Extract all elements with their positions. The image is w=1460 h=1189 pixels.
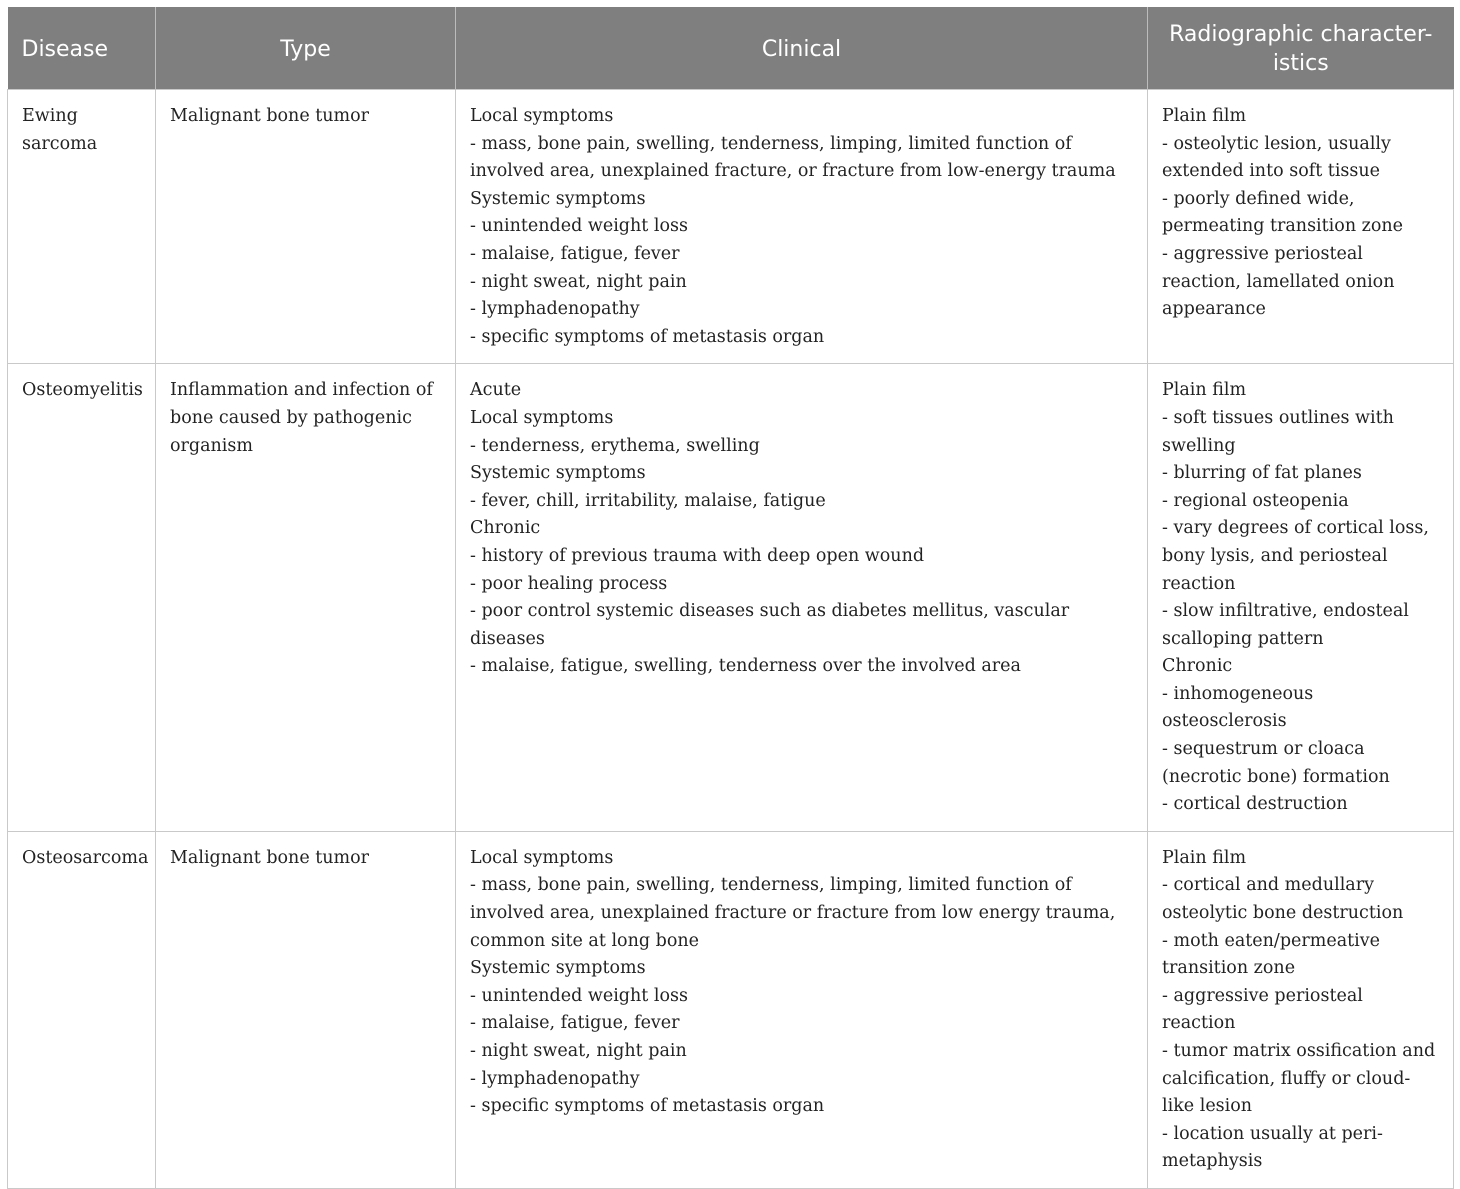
clinical-line: - lymphadenopathy [470, 1068, 640, 1089]
radiographic-line: - blurring of fat planes [1162, 463, 1362, 484]
clinical-line: Local symptoms [470, 407, 614, 428]
clinical-line: - fever, chill, irritability, malaise, fatigue [470, 490, 826, 511]
disease-cell: Ewing sarcoma [8, 90, 156, 364]
clinical-line: - specific symptoms of metastasis organ [470, 326, 825, 347]
type-cell: Malignant bone tumor [156, 831, 456, 1188]
clinical-line: Systemic symptoms [470, 463, 646, 484]
clinical-line: - night sweat, night pain [470, 1041, 687, 1061]
header-row [8, 7, 1454, 90]
type-cell: Malignant bone tumor [156, 90, 456, 364]
clinical-line: Systemic symptoms [470, 188, 646, 209]
clinical-line: - poor control systemic diseases such as diabetes mellitus, vascular diseases [470, 601, 1070, 649]
clinical-line: Acute [470, 380, 522, 401]
clinical-line: - history of previous trauma with deep open wound [470, 545, 925, 566]
radiographic-line: - moth eaten/permeative transition zone [1162, 930, 1380, 979]
clinical-line: Systemic symptoms [470, 958, 646, 979]
table-body [8, 90, 1454, 1189]
clinical-line: - mass, bone pain, swelling, tenderness, limping, limited function of involved area, unexplained fracture, or fracture from low-energy trauma [470, 133, 1116, 182]
header-disease: Disease [8, 7, 156, 90]
clinical-line: - malaise, fatigue, swelling, tenderness over the involved area [470, 656, 1021, 677]
radiographic-line: Plain film [1162, 847, 1247, 868]
clinical-line: - malaise, fatigue, fever [470, 243, 680, 264]
clinical-line: - unintended weight loss [470, 985, 688, 1006]
radiographic-line: Plain film [1162, 106, 1247, 126]
radiographic-line: - regional osteopenia [1162, 490, 1349, 511]
radiographic-line: - location usually at peri-metaphysis [1162, 1123, 1383, 1172]
header-clinical: Clinical [456, 7, 1148, 90]
radiographic-line: - inhomogeneous osteosclerosis [1162, 683, 1314, 732]
radiographic-line: - soft tissues outlines with swelling [1162, 407, 1394, 456]
clinical-line: - lymphadenopathy [470, 299, 640, 320]
header-radiographic: Radiographic character-istics [1148, 7, 1454, 90]
radiographic-line: Plain film [1162, 380, 1247, 401]
clinical-line: Local symptoms [470, 847, 614, 868]
table-row [8, 90, 1454, 364]
radiographic-line: - poorly defined wide, permeating transition zone [1162, 188, 1404, 237]
clinical-line: Chronic [470, 518, 541, 539]
clinical-cell [456, 90, 1148, 364]
radiographic-line: Chronic [1162, 656, 1233, 677]
radiographic-line: - osteolytic lesion, usually extended into soft tissue [1162, 133, 1391, 182]
disease-comparison-table [7, 7, 1454, 1189]
clinical-line: - poor healing process [470, 573, 668, 594]
clinical-line: - night sweat, night pain [470, 271, 687, 292]
radiographic-line: - vary degrees of cortical loss, bony lysis, and periosteal reaction [1162, 518, 1429, 594]
table-row [8, 364, 1454, 832]
radiographic-line: - sequestrum or cloaca (necrotic bone) formation [1162, 739, 1390, 787]
header-type: Type [156, 7, 456, 90]
disease-cell: Osteomyelitis [8, 364, 156, 832]
clinical-cell [456, 364, 1148, 832]
radiographic-cell [1148, 831, 1454, 1188]
clinical-cell [456, 831, 1148, 1188]
radiographic-line: - tumor matrix ossification and calcification, fluffy or cloud-like lesion [1162, 1041, 1436, 1117]
table-row [8, 831, 1454, 1188]
type-cell: Inflammation and infection of bone caused by pathogenic organism [156, 364, 456, 832]
radiographic-cell [1148, 364, 1454, 832]
radiographic-line: - cortical and medullary osteolytic bone destruction [1162, 875, 1404, 924]
clinical-line: - mass, bone pain, swelling, tenderness, limping, limited function of involved area, unexplained fracture or fracture from low energy trauma, common site at long bone [470, 875, 1116, 951]
radiographic-line: - slow infiltrative, endosteal scalloping pattern [1162, 601, 1409, 649]
clinical-line: - malaise, fatigue, fever [470, 1013, 680, 1034]
disease-cell: Osteosarcoma [8, 831, 156, 1188]
radiographic-line: - aggressive periosteal reaction [1162, 985, 1363, 1034]
radiographic-line: - aggressive periosteal reaction, lamellated onion appearance [1162, 243, 1395, 320]
clinical-line: - tenderness, erythema, swelling [470, 435, 760, 456]
radiographic-line: - cortical destruction [1162, 794, 1348, 815]
radiographic-cell [1148, 90, 1454, 364]
clinical-line: - unintended weight loss [470, 216, 688, 237]
clinical-line: Local symptoms [470, 106, 614, 126]
clinical-line: - specific symptoms of metastasis organ [470, 1096, 825, 1117]
